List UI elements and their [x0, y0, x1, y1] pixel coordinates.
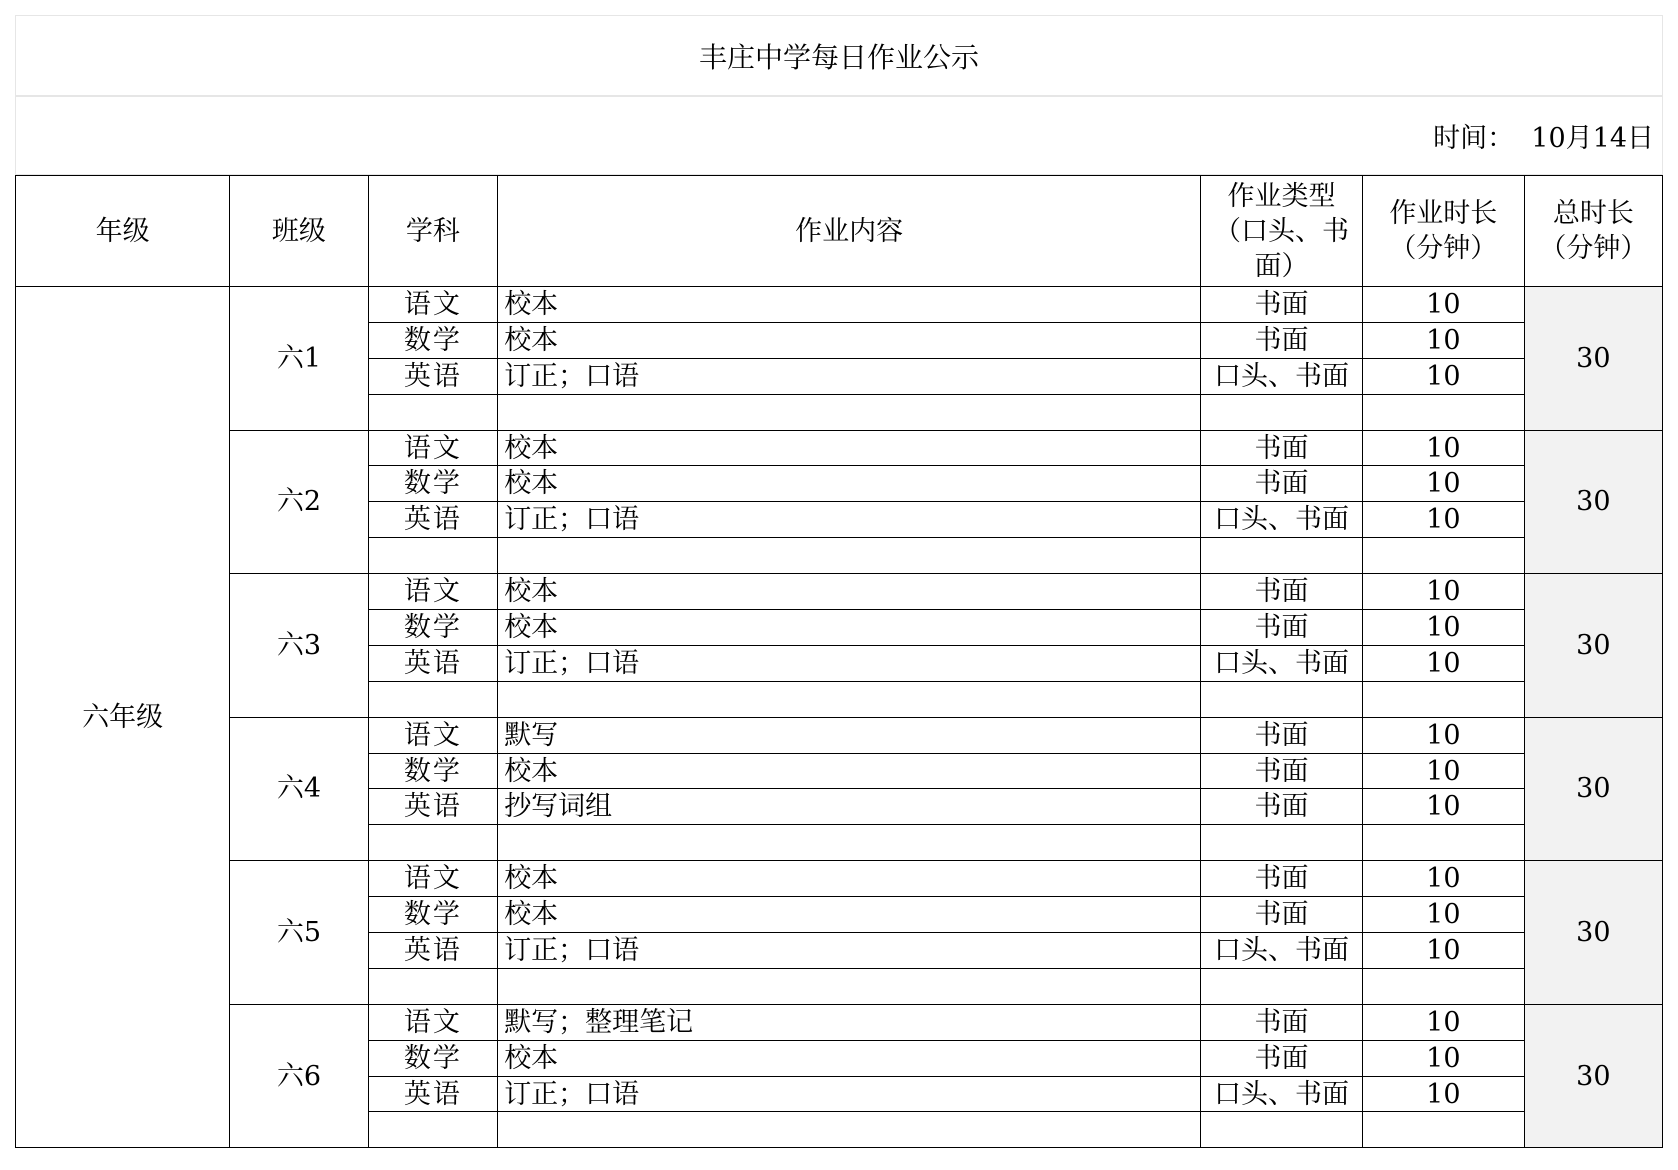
duration-cell: 10	[1362, 933, 1524, 969]
type-cell: 书面	[1201, 466, 1363, 502]
type-cell	[1201, 968, 1363, 1004]
subject-cell: 数学	[368, 322, 498, 358]
subject-cell: 语文	[368, 287, 498, 323]
duration-cell: 10	[1362, 430, 1524, 466]
duration-cell: 10	[1362, 502, 1524, 538]
header-type-line3: 面）	[1254, 250, 1309, 282]
subject-cell: 语文	[368, 861, 498, 897]
content-cell: 校本	[498, 287, 1201, 323]
type-cell: 书面	[1201, 287, 1363, 323]
duration-cell: 10	[1362, 753, 1524, 789]
header-class: 班级	[230, 176, 368, 287]
sheet-title-row	[15, 15, 1663, 95]
content-cell: 抄写词组	[498, 789, 1201, 825]
table-row	[16, 287, 1663, 323]
subject-cell: 语文	[368, 574, 498, 610]
subject-cell: 语文	[368, 1004, 498, 1040]
type-cell	[1201, 1112, 1363, 1148]
content-cell	[498, 681, 1201, 717]
type-cell: 口头、书面	[1201, 1076, 1363, 1112]
header-duration-line1: 作业时长	[1389, 198, 1498, 229]
type-cell: 口头、书面	[1201, 358, 1363, 394]
type-cell: 书面	[1201, 861, 1363, 897]
type-cell: 口头、书面	[1201, 933, 1363, 969]
duration-cell	[1362, 681, 1524, 717]
duration-cell	[1362, 1112, 1524, 1148]
duration-cell: 10	[1362, 322, 1524, 358]
content-cell: 校本	[498, 861, 1201, 897]
content-cell: 校本	[498, 610, 1201, 646]
homework-table	[15, 175, 1663, 1148]
type-cell: 书面	[1201, 430, 1363, 466]
header-content: 作业内容	[498, 176, 1201, 287]
subject-cell: 语文	[368, 430, 498, 466]
duration-cell: 10	[1362, 645, 1524, 681]
content-cell: 校本	[498, 322, 1201, 358]
header-total-line2: （分钟）	[1539, 233, 1648, 264]
date-label: 时间：	[1433, 123, 1515, 154]
type-cell	[1201, 681, 1363, 717]
content-cell: 校本	[498, 753, 1201, 789]
subject-cell: 英语	[368, 933, 498, 969]
content-cell: 默写；整理笔记	[498, 1004, 1201, 1040]
duration-cell: 10	[1362, 789, 1524, 825]
duration-cell: 10	[1362, 897, 1524, 933]
class-cell: 六5	[230, 861, 368, 1005]
content-cell: 订正；口语	[498, 933, 1201, 969]
duration-cell: 10	[1362, 466, 1524, 502]
duration-cell: 10	[1362, 574, 1524, 610]
content-cell	[498, 968, 1201, 1004]
type-cell	[1201, 538, 1363, 574]
subject-cell: 英语	[368, 789, 498, 825]
table-row	[16, 1004, 1663, 1040]
duration-cell	[1362, 968, 1524, 1004]
duration-cell	[1362, 538, 1524, 574]
content-cell: 校本	[498, 466, 1201, 502]
content-cell: 校本	[498, 1040, 1201, 1076]
grade-cell: 六年级	[16, 287, 230, 1148]
date-spacer	[1514, 120, 1531, 151]
content-cell	[498, 825, 1201, 861]
total-cell: 30	[1524, 287, 1662, 431]
class-cell: 六6	[230, 1004, 368, 1148]
table-header	[16, 176, 1663, 287]
total-cell: 30	[1524, 717, 1662, 861]
type-cell: 书面	[1201, 322, 1363, 358]
duration-cell: 10	[1362, 358, 1524, 394]
duration-cell: 10	[1362, 861, 1524, 897]
content-cell: 默写	[498, 717, 1201, 753]
date-value: 10月14日	[1531, 123, 1654, 154]
header-type-line2: （口头、书	[1214, 215, 1350, 247]
homework-sheet	[15, 15, 1663, 1148]
header-total-line1: 总时长	[1552, 198, 1634, 229]
duration-cell: 10	[1362, 287, 1524, 323]
content-cell: 校本	[498, 574, 1201, 610]
subject-cell: 数学	[368, 753, 498, 789]
content-cell: 订正；口语	[498, 502, 1201, 538]
subject-cell: 数学	[368, 897, 498, 933]
total-cell: 30	[1524, 861, 1662, 1005]
class-cell: 六3	[230, 574, 368, 718]
subject-cell	[368, 1112, 498, 1148]
type-cell: 书面	[1201, 1040, 1363, 1076]
type-cell: 书面	[1201, 574, 1363, 610]
header-row	[16, 176, 1663, 287]
subject-cell: 英语	[368, 502, 498, 538]
header-subject: 学科	[368, 176, 498, 287]
subject-cell	[368, 825, 498, 861]
subject-cell: 英语	[368, 1076, 498, 1112]
subject-cell	[368, 968, 498, 1004]
header-duration-line2: （分钟）	[1389, 233, 1498, 264]
header-type	[1201, 176, 1363, 287]
type-cell	[1201, 825, 1363, 861]
header-total	[1524, 176, 1662, 287]
table-body	[16, 287, 1663, 1148]
type-cell: 口头、书面	[1201, 502, 1363, 538]
date-row	[15, 95, 1663, 175]
subject-cell: 英语	[368, 645, 498, 681]
duration-cell: 10	[1362, 1040, 1524, 1076]
type-cell	[1201, 394, 1363, 430]
total-cell: 30	[1524, 574, 1662, 718]
type-cell: 书面	[1201, 610, 1363, 646]
type-cell: 书面	[1201, 753, 1363, 789]
duration-cell: 10	[1362, 1076, 1524, 1112]
table-row	[16, 574, 1663, 610]
duration-cell	[1362, 825, 1524, 861]
type-cell: 书面	[1201, 897, 1363, 933]
subject-cell: 语文	[368, 717, 498, 753]
duration-cell: 10	[1362, 717, 1524, 753]
content-cell: 订正；口语	[498, 1076, 1201, 1112]
type-cell: 书面	[1201, 1004, 1363, 1040]
subject-cell: 数学	[368, 466, 498, 502]
subject-cell: 英语	[368, 358, 498, 394]
subject-cell	[368, 538, 498, 574]
subject-cell: 数学	[368, 610, 498, 646]
type-cell: 书面	[1201, 717, 1363, 753]
content-cell: 校本	[498, 430, 1201, 466]
subject-cell: 数学	[368, 1040, 498, 1076]
table-row	[16, 717, 1663, 753]
content-cell	[498, 394, 1201, 430]
duration-cell: 10	[1362, 1004, 1524, 1040]
content-cell: 校本	[498, 897, 1201, 933]
subject-cell	[368, 394, 498, 430]
class-cell: 六2	[230, 430, 368, 574]
content-cell: 订正；口语	[498, 358, 1201, 394]
table-row	[16, 430, 1663, 466]
class-cell: 六1	[230, 287, 368, 431]
content-cell	[498, 1112, 1201, 1148]
header-type-line1: 作业类型	[1227, 180, 1336, 212]
sheet-title: 丰庄中学每日作业公示	[698, 40, 979, 74]
header-duration	[1362, 176, 1524, 287]
header-grade: 年级	[16, 176, 230, 287]
total-cell: 30	[1524, 1004, 1662, 1148]
type-cell: 口头、书面	[1201, 645, 1363, 681]
subject-cell	[368, 681, 498, 717]
duration-cell: 10	[1362, 610, 1524, 646]
class-cell: 六4	[230, 717, 368, 861]
content-cell: 订正；口语	[498, 645, 1201, 681]
total-cell: 30	[1524, 430, 1662, 574]
content-cell	[498, 538, 1201, 574]
type-cell: 书面	[1201, 789, 1363, 825]
table-row	[16, 861, 1663, 897]
duration-cell	[1362, 394, 1524, 430]
